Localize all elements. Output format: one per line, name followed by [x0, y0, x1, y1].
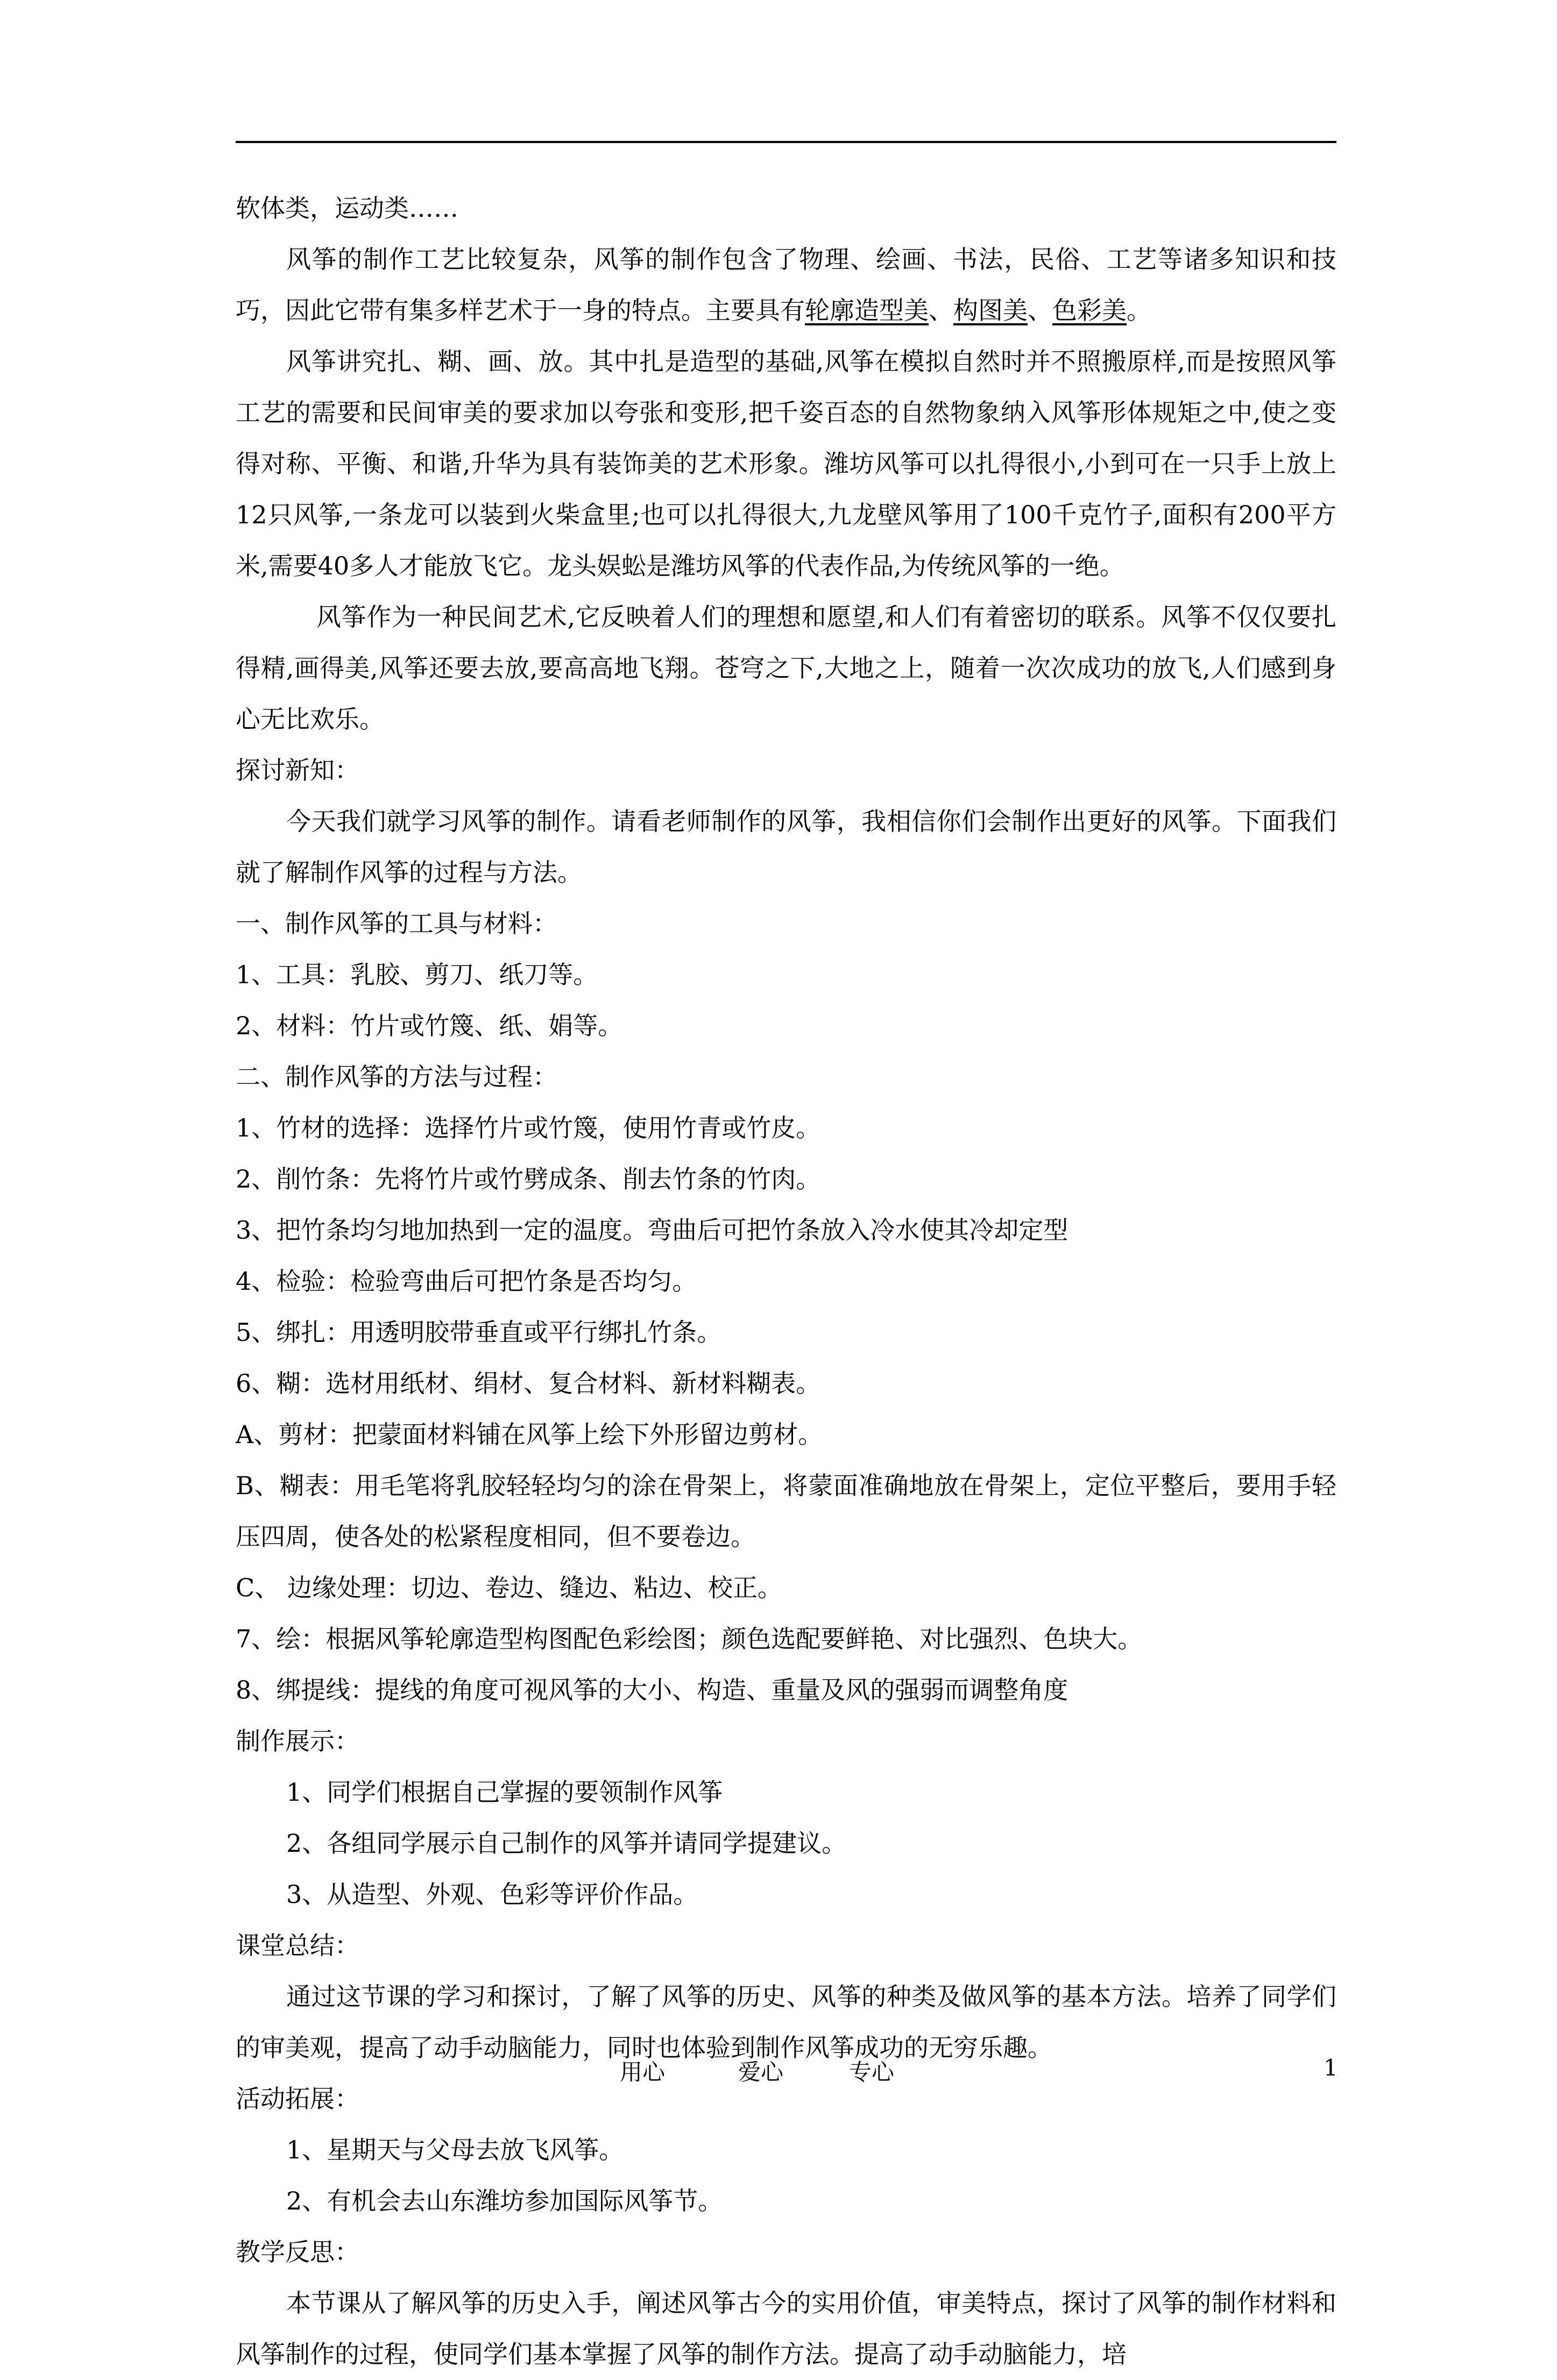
section-heading: 探讨新知： — [236, 756, 359, 785]
separator: 、 — [1028, 296, 1052, 325]
list-item: 4、检验：检验弯曲后可把竹条是否均匀。 — [236, 1267, 697, 1296]
page-footer — [0, 2055, 1557, 2087]
list-item: 2、材料：竹片或竹篾、纸、娟等。 — [236, 1011, 623, 1040]
list-item: 6、糊：选材用纸材、绢材、复合材料、新材料糊表。 — [236, 1369, 821, 1398]
section-heading: 活动拓展： — [236, 2084, 359, 2113]
header-rule — [236, 141, 1336, 143]
paragraph-text: 风筝的制作工艺比较复杂，风筝的制作包含了物理、绘画、书法，民俗、工艺等诸多知识和技巧，因此它带有集多样艺术于一身的特点。主要具有 — [236, 245, 1336, 325]
list-item: 5、绑扎：用透明胶带垂直或平行绑扎竹条。 — [236, 1318, 722, 1347]
list-item: 1、星期天与父母去放飞风筝。 — [286, 2135, 624, 2164]
paragraph-technique — [236, 234, 1336, 336]
underlined-term-contour: 轮廓造型美 — [805, 296, 929, 325]
list-item: 3、把竹条均匀地加热到一定的温度。弯曲后可把竹条放入冷水使其冷却定型 — [236, 1216, 1068, 1245]
footer-motto: 爱心 — [738, 2059, 784, 2085]
list-item: 1、同学们根据自己掌握的要领制作风筝 — [286, 1778, 723, 1807]
section-heading: 二、制作风筝的方法与过程： — [236, 1062, 557, 1091]
list-item: 7、绘：根据风筝轮廓造型构图配色彩绘图；颜色选配要鲜艳、对比强烈、色块大。 — [236, 1624, 1143, 1653]
paragraph-reflection: 本节课从了解风筝的历史入手，阐述风筝古今的实用价值，审美特点，探讨了风筝的制作材料和风筝制作的过程，使同学们基本掌握了风筝的制作方法。提高了动手动脑能力，培 — [236, 2289, 1336, 2369]
underlined-term-color: 色彩美 — [1052, 296, 1127, 325]
footer-motto: 专心 — [849, 2059, 895, 2085]
page-number: 1 — [1324, 2055, 1338, 2081]
period: 。 — [1127, 296, 1151, 325]
footer-motto: 用心 — [620, 2059, 666, 2085]
paragraph-folk-art: 风筝作为一种民间艺术,它反映着人们的理想和愿望,和人们有着密切的联系。风筝不仅仅要扎得精,画得美,风筝还要去放,要高高地飞翔。苍穹之下,大地之上，随着一次次成功的放飞,人们感到身心无比欢乐。 — [236, 602, 1336, 734]
list-item: 1、工具：乳胶、剪刀、纸刀等。 — [236, 960, 598, 989]
list-item: A、剪材：把蒙面材料铺在风筝上绘下外形留边剪材。 — [236, 1420, 823, 1449]
section-heading: 一、制作风筝的工具与材料： — [236, 909, 557, 938]
list-item: C、 边缘处理：切边、卷边、缝边、粘边、校正。 — [236, 1573, 782, 1602]
list-item: B、糊表：用毛笔将乳胶轻轻均匀的涂在骨架上，将蒙面准确地放在骨架上，定位平整后，要用手轻压四周，使各处的松紧程度相同，但不要卷边。 — [236, 1471, 1336, 1551]
separator: 、 — [929, 296, 953, 325]
list-item: 3、从造型、外观、色彩等评价作品。 — [286, 1880, 698, 1909]
list-item: 8、绑提线：提线的角度可视风筝的大小、构造、重量及风的强弱而调整角度 — [236, 1675, 1068, 1704]
paragraph-craft: 风筝讲究扎、糊、画、放。其中扎是造型的基础,风筝在模拟自然时并不照搬原样,而是按照风筝工艺的需要和民间审美的要求加以夸张和变形,把千姿百态的自然物象纳入风筝形体规矩之中,使之变得对称、平衡、和谐,升华为具有装饰美的艺术形象。潍坊风筝可以扎得很小,小到可在一只手上放上12只风筝,一条龙可以装到火柴盒里;也可以扎得很大,九龙壁风筝用了100千克竹子,面积有200平方米,需要40多人才能放飞它。龙头娱蚣是潍坊风筝的代表作品,为传统风筝的一绝。 — [236, 347, 1336, 580]
list-item: 2、各组同学展示自己制作的风筝并请同学提建议。 — [286, 1829, 847, 1858]
section-heading: 制作展示： — [236, 1727, 359, 1756]
list-item: 2、削竹条：先将竹片或竹劈成条、削去竹条的竹肉。 — [236, 1164, 821, 1193]
section-heading: 教学反思： — [236, 2237, 359, 2267]
paragraph-summary: 通过这节课的学习和探讨，了解了风筝的历史、风筝的种类及做风筝的基本方法。培养了同学们的审美观，提高了动手动脑能力，同时也体验到制作风筝成功的无穷乐趣。 — [236, 1982, 1336, 2062]
paragraph-today: 今天我们就学习风筝的制作。请看老师制作的风筝，我相信你们会制作出更好的风筝。下面我们就了解制作风筝的过程与方法。 — [236, 807, 1336, 887]
section-heading: 课堂总结： — [236, 1931, 359, 1960]
text-line: 软体类，运动类…… — [236, 194, 458, 223]
list-item: 1、竹材的选择：选择竹片或竹篾，使用竹青或竹皮。 — [236, 1113, 821, 1142]
document-body — [236, 183, 1336, 2380]
underlined-term-composition: 构图美 — [953, 296, 1028, 325]
list-item: 2、有机会去山东潍坊参加国际风筝节。 — [286, 2186, 723, 2215]
